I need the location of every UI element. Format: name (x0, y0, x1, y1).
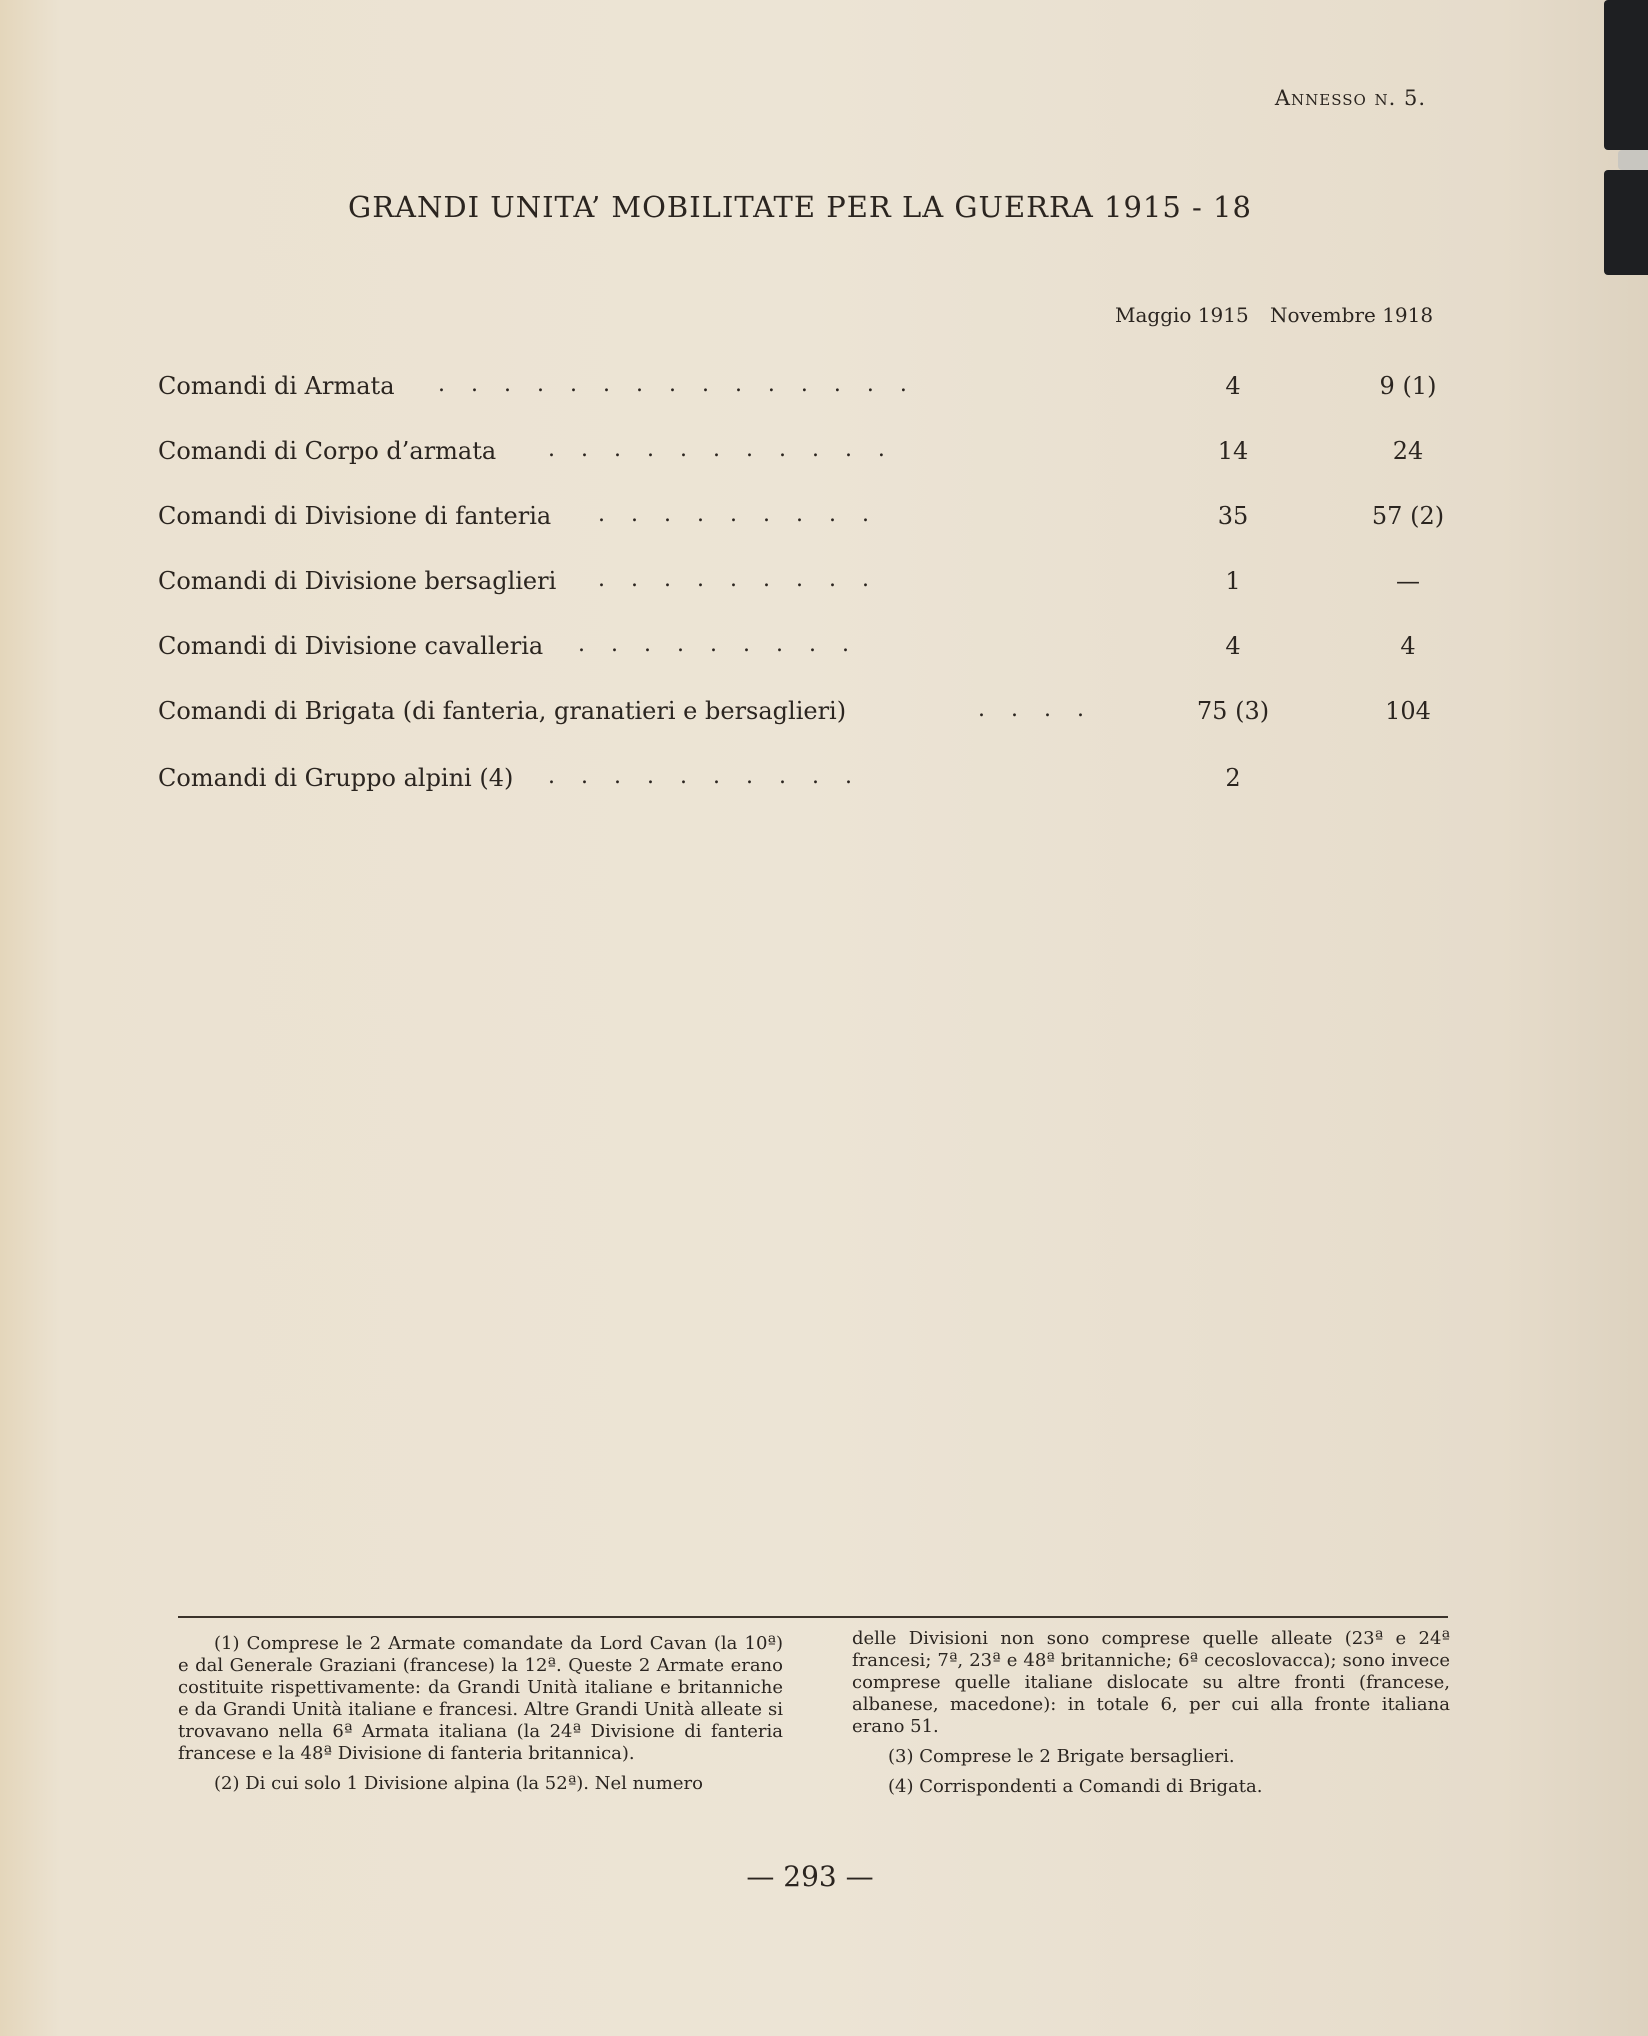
page-title: GRANDI UNITA’ MOBILITATE PER LA GUERRA 1915 - 18 (348, 190, 1252, 224)
value-nov: 104 (1385, 697, 1431, 725)
footnote-2-start: (2) Di cui solo 1 Divisione alpina (la 52ª). Nel numero (214, 1773, 703, 1794)
page-number: — 293 — (746, 1860, 874, 1893)
footnote-2-continued: delle Divisioni non sono comprese quelle alleate (23ª e 24ª francesi; 7ª, 23ª e 48ª britanniche; 6ª cecoslovacca); sono invece comprese quelle italiane dislocate su altre fronti (francese, albanese, macedone): in totale 6, per cui alla fronte italiana erano 51. (852, 1628, 1450, 1737)
value-nov: 4 (1400, 632, 1416, 660)
value-may: 4 (1225, 632, 1241, 660)
column-header-nov-1918: Novembre 1918 (1270, 303, 1434, 327)
footnotes-right-column (852, 1628, 1450, 1806)
leader-dots: ............... (438, 372, 933, 397)
leader-dots: ......... (598, 502, 895, 527)
table-row (158, 372, 1458, 412)
table-row (158, 632, 1458, 672)
footnote-3: (3) Comprese le 2 Brigate bersaglieri. (888, 1746, 1235, 1767)
table-row (158, 502, 1458, 542)
value-may: 1 (1225, 567, 1241, 595)
value-may: 4 (1225, 372, 1241, 400)
footnote-4: (4) Corrispondenti a Comandi di Brigata. (888, 1776, 1263, 1797)
footnote-divider (178, 1616, 1448, 1618)
column-header-may-1915: Maggio 1915 (1115, 303, 1249, 327)
row-label: Comandi di Divisione di fanteria (158, 502, 552, 530)
value-nov: 57 (2) (1371, 502, 1445, 530)
row-label: Comandi di Divisione cavalleria (158, 632, 544, 660)
leader-dots: .......... (548, 764, 878, 789)
value-nov: — (1396, 567, 1420, 595)
binder-clip (1604, 0, 1648, 150)
value-may: 2 (1225, 764, 1241, 792)
row-label: Comandi di Armata (158, 372, 395, 400)
leader-dots: ......... (598, 567, 895, 592)
value-may: 75 (3) (1196, 697, 1270, 725)
row-label: Comandi di Corpo d’armata (158, 437, 497, 465)
table-row (158, 567, 1458, 607)
value-nov: 24 (1392, 437, 1424, 465)
footnote-1: (1) Comprese le 2 Armate comandate da Lord Cavan (la 10ª) e dal Generale Graziani (francese) la 12ª. Queste 2 Armate erano costituite rispettivamente: da Grandi Unità italiane e britanniche e da Grandi Unità italiane e francesi. Altre Grandi Unità alleate si trovavano nella 6ª Armata italiana (la 24ª Divisione di fanteria francese e la 48ª Divisione di fanteria britannica). (178, 1633, 783, 1764)
value-may: 35 (1217, 502, 1249, 530)
value-may: 14 (1217, 437, 1249, 465)
binder-wire (1618, 150, 1648, 170)
row-label: Comandi di Divisione bersaglieri (158, 567, 557, 595)
footnotes-left-column (178, 1633, 783, 1803)
leader-dots: .... (978, 697, 1110, 722)
table-row (158, 437, 1458, 477)
leader-dots: ......... (578, 632, 875, 657)
table-row (158, 697, 1458, 737)
annex-label: Annesso n. 5. (1274, 86, 1426, 110)
leader-dots: ........... (548, 437, 911, 462)
table-row (158, 764, 1458, 804)
value-nov: 9 (1) (1379, 372, 1437, 400)
row-label: Comandi di Brigata (di fanteria, granatieri e bersaglieri) (158, 697, 847, 725)
binder-clip-lower (1604, 170, 1648, 275)
row-label: Comandi di Gruppo alpini (4) (158, 764, 514, 792)
